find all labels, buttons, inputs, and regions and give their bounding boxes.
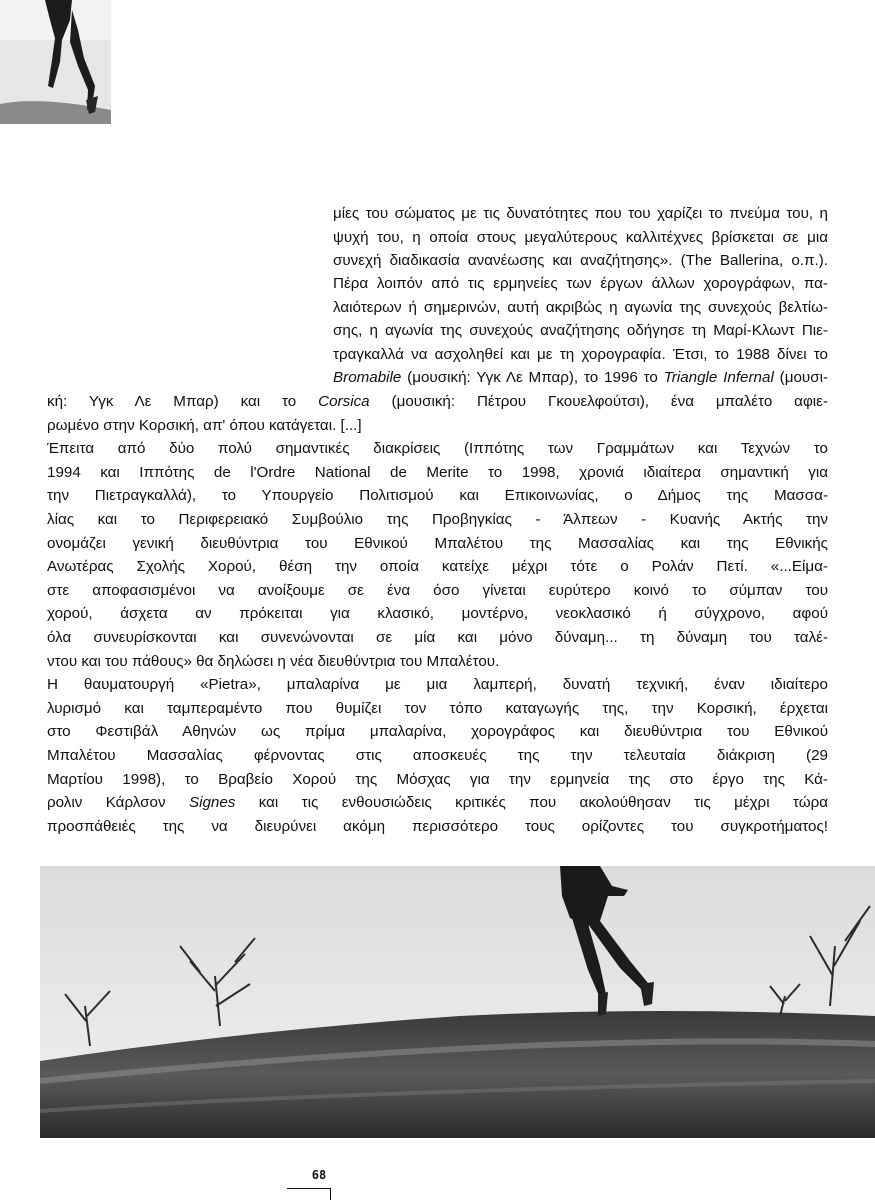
text-line: όλα συνευρίσκονται και συνενώνονται σε μία και μόνο δύναμη... τη δύναμη του ταλέ- bbox=[47, 628, 828, 646]
page-number: 68 bbox=[311, 1168, 327, 1182]
work-title-bromabile: Bromabile bbox=[333, 369, 402, 387]
text-line: Η θαυματουργή «Pietra», μπαλαρίνα με μια λαμπερή, δυνατή τεχνική, έναν ιδιαίτερο bbox=[47, 676, 828, 694]
text-line: λίας και το Περιφερειακό Συμβούλιο της Προβηγκίας - Άλπεων - Κυανής Ακτής την bbox=[47, 510, 828, 528]
text-line-signes bbox=[47, 791, 828, 815]
page-number-rule bbox=[287, 1188, 331, 1200]
text-line: στο Φεστιβάλ Αθηνών ως πρίμα μπαλαρίνα, χορογράφος και διευθύντρια του Εθνικού bbox=[47, 723, 828, 741]
text-line: χορού, άσχετα αν πρόκειται για κλασικό, μοντέρνο, νεοκλασικό ή σύγχρονο, αφού bbox=[47, 605, 828, 623]
text-line: Μαρτίου 1998), το Βραβείο Χορού της Μόσχας για την ερμηνεία της στο έργο της Κά- bbox=[47, 770, 828, 788]
text-line: 1994 και Ιππότης de l'Ordre National de Merite το 1998, χρονιά ιδιαίτερα σημαντική για bbox=[47, 463, 828, 481]
text-line: την Πιετραγκαλλά), το Υπουργείο Πολιτισμού και Επικοινωνίας, ο Δήμος της Μασσα- bbox=[47, 487, 828, 505]
text-line: μίες του σώματος με τις δυνατότητες που του χαρίζει το πνεύμα του, η bbox=[333, 205, 828, 222]
text-line-corsica bbox=[47, 390, 828, 414]
text-fragment: (μουσι- bbox=[773, 369, 828, 387]
work-title-corsica: Corsica bbox=[318, 393, 370, 410]
text-line: ονομάζει γενική διευθύντρια του Εθνικού Μπαλέτου της Μασσαλίας και της Εθνικής bbox=[47, 534, 828, 552]
text-line: τραγκαλλά να ασχοληθεί και με τη χορογραφία. Έτσι, το 1988 δίνει το bbox=[333, 345, 828, 363]
bottom-photo-dancer-leap bbox=[40, 866, 875, 1138]
article-column-lower bbox=[47, 390, 828, 838]
text-line: σης, η αγωνία της συνεχούς αναζήτησης οδήγησε τη Μαρί-Κλωντ Πιε- bbox=[333, 322, 828, 340]
text-line: ρωμένο στην Κορσική, απ' όπου κατάγεται. [...] bbox=[47, 416, 362, 434]
text-line: Έπειτα από δύο πολύ σημαντικές διακρίσεις (Ιππότης των Γραμμάτων και Τεχνών το bbox=[47, 440, 828, 458]
work-title-triangle-infernal: Triangle Infernal bbox=[663, 369, 774, 387]
text-line: Πέρα λοιπόν από τις ερμηνείες των έργων άλλων χορογράφων, πα- bbox=[333, 275, 828, 292]
top-photo-fragment bbox=[0, 0, 111, 124]
text-line: Μπαλέτου Μασσαλίας φέρνοντας στις αποσκευές της την τελευταία διάκριση (29 bbox=[47, 746, 828, 764]
text-line: λαιότερων ή σημερινών, αυτή ακριβώς η αγωνία της συνεχούς βελτίω- bbox=[333, 298, 828, 316]
text-line: Ανωτέρας Σχολής Χορού, θέση την οποία κατείχε μέχρι τότε ο Ρολάν Πετί. «...Είμα- bbox=[47, 558, 828, 576]
text-fragment: (μουσική: Υγκ Λε Μπαρ), το 1996 το bbox=[401, 369, 664, 387]
text-line: λυρισμό και ταμπεραμέντο που θυμίζει τον τόπο καταγωγής της, την Κορσική, έρχεται bbox=[47, 699, 828, 717]
text-line: ντου και του πάθους» θα δηλώσει η νέα διευθύντρια του Μπαλέτου. bbox=[47, 652, 500, 670]
text-line-works bbox=[333, 366, 828, 390]
text-fragment: ρολιν Κάρλσον bbox=[47, 794, 189, 812]
text-fragment: κή: Υγκ Λε Μπαρ) και το bbox=[47, 393, 319, 410]
work-title-signes: Signes bbox=[188, 794, 236, 812]
text-line: προσπάθειές της να διευρύνει ακόμη περισσότερο τους ορίζοντες του συγκροτήματος! bbox=[47, 817, 828, 835]
article-paragraph-choreography bbox=[333, 272, 828, 390]
article-column-upper bbox=[333, 202, 828, 273]
text-line: συνεχή διαδικασία ανανέωσης και αναζήτησης». (The Ballerina, ο.π.). bbox=[333, 252, 828, 270]
text-fragment: (μουσική: Πέτρου Γκουελφούτσι), ένα μπαλέτο αφιε- bbox=[369, 393, 829, 410]
text-line: στε αποφασισμένοι να ανοίξουμε σε ένα όσο γίνεται ευρύτερο κοινό το σύμπαν του bbox=[47, 581, 828, 599]
text-line: ψυχή του, η οποία στους μεγαλύτερους καλλιτέχνες βρίσκεται σε μια bbox=[333, 228, 828, 246]
text-fragment: και τις ενθουσιώδεις κριτικές που ακολούθησαν τις μέχρι τώρα bbox=[235, 794, 828, 812]
